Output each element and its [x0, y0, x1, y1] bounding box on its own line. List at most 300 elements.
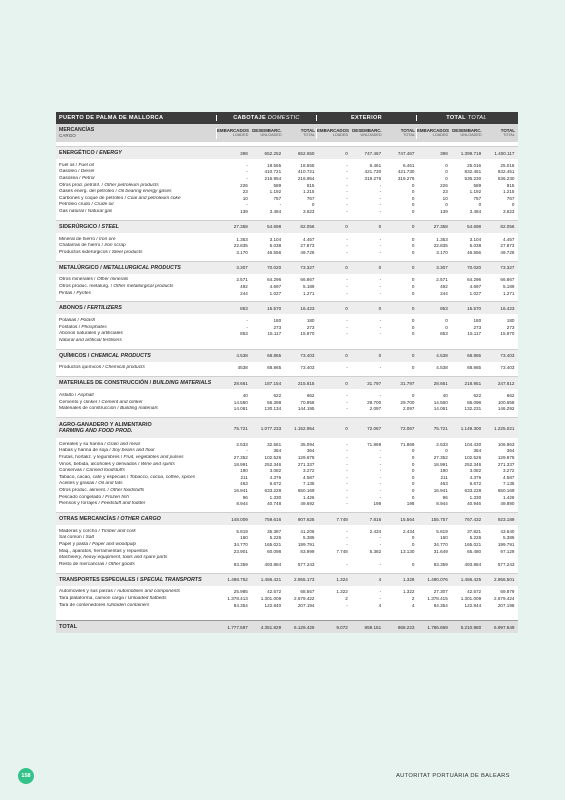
value-cell: 132.231 — [464, 406, 482, 412]
value-cell: 14.061 — [433, 406, 448, 412]
value-cell: 83.359 — [433, 561, 448, 567]
value-cell: 37.821 — [467, 528, 482, 534]
value-cell: - — [379, 595, 382, 601]
value-cell: 1.400.117 — [494, 150, 515, 156]
value-cell: 0 — [411, 202, 415, 208]
table-row — [56, 290, 518, 297]
value-cell: 4.376 — [469, 474, 482, 480]
value-cell: 0 — [378, 224, 382, 230]
group-exterior: EXTERIOR — [316, 115, 416, 121]
value-cell: 18.991 — [433, 461, 448, 467]
value-cell: 40 — [242, 393, 248, 399]
value-cell: 54.698 — [267, 224, 282, 230]
row-label: Cemento y clinker / Cement and clinker — [59, 399, 143, 405]
value-cell: 4.376 — [269, 474, 282, 480]
value-cell: - — [379, 236, 382, 242]
value-cell: 1.330 — [269, 494, 282, 500]
value-cell: 27.352 — [433, 455, 448, 461]
value-cell: - — [379, 589, 382, 595]
value-cell: 832.451 — [464, 169, 482, 175]
table-row — [56, 554, 518, 561]
value-cell: 83.359 — [233, 561, 248, 567]
value-cell: 49.726 — [500, 249, 515, 255]
grand-total-label: TOTAL — [59, 624, 78, 631]
row-label: Gases energ. del petróleo / Oil bearing energy gases — [59, 189, 172, 195]
row-label: Productos siderúrgicos / Steel products — [59, 249, 143, 255]
row-label: Otros produc. metalúrg. / Other metallurgical products — [59, 283, 174, 289]
row-label: Mineral de hierro / Iron ore — [59, 236, 116, 242]
value-cell: - — [246, 169, 248, 175]
value-cell: 273 — [473, 324, 482, 330]
value-cell: 923.189 — [497, 516, 515, 522]
table-row — [56, 535, 518, 542]
row-label: Potasas / Potash — [59, 318, 96, 324]
column-headers — [216, 128, 516, 139]
row-label: Asfalto / Asphalt — [59, 393, 94, 399]
value-cell: 244 — [440, 290, 448, 296]
section-header-row — [56, 220, 518, 233]
section-label: MATERIALES DE CONSTRUCCIÓN / BUILDING MATERIALS — [59, 380, 212, 387]
value-cell: 273 — [506, 324, 515, 330]
value-cell: 49.692 — [300, 501, 315, 507]
value-cell: - — [346, 290, 348, 296]
column-header: EMBARCADOS LOADED — [316, 127, 349, 137]
value-cell: 199.791 — [497, 541, 515, 547]
value-cell: 271.337 — [497, 461, 515, 467]
value-cell: 1.149.300 — [460, 425, 482, 431]
value-cell: 0 — [378, 305, 382, 311]
value-cell: 15.570 — [267, 305, 282, 311]
section-header-row — [56, 301, 518, 314]
value-cell: 0 — [378, 353, 382, 359]
value-cell: 652.650 — [297, 150, 315, 156]
value-cell: 73.327 — [300, 265, 315, 271]
value-cell: 1.786.669 — [427, 624, 448, 630]
value-cell: 1.353 — [436, 236, 448, 242]
value-cell: 0 — [411, 182, 415, 188]
value-cell: 2.434 — [402, 528, 415, 534]
row-label: Maq., aparatos, herramientas y repuestos — [59, 548, 148, 554]
value-cell: 10 — [442, 195, 448, 201]
table-row — [56, 188, 518, 195]
value-cell: 32.561 — [267, 441, 282, 447]
row-label: Sal común / Salt — [59, 535, 94, 541]
value-cell: 6.672 — [469, 481, 482, 487]
value-cell: 211 — [240, 474, 248, 480]
value-cell: 9.072 — [336, 624, 348, 630]
value-cell: - — [346, 283, 348, 289]
value-cell: 273 — [273, 324, 282, 330]
value-cell: 4.538 — [436, 353, 448, 359]
value-cell: 650.169 — [497, 488, 515, 494]
value-cell: 1.353 — [236, 236, 248, 242]
row-label: Piritas / Pyrites — [59, 290, 91, 296]
table-row — [56, 500, 518, 507]
value-cell: 1.322 — [336, 589, 348, 595]
value-cell: 5.189 — [502, 283, 515, 289]
value-cell: 1.027 — [469, 290, 482, 296]
value-cell: 70.958 — [300, 399, 315, 405]
value-cell: 1.466.421 — [260, 577, 282, 583]
value-cell: 100.658 — [497, 399, 515, 405]
value-cell: 0 — [378, 265, 382, 271]
value-cell: 0 — [411, 461, 415, 467]
value-cell: 2.434 — [369, 528, 382, 534]
value-cell: 4.538 — [236, 353, 248, 359]
value-cell: 0 — [411, 353, 415, 359]
table-row — [56, 474, 518, 481]
footer-authority: AUTORITAT PORTUÀRIA DE BALEARS — [396, 773, 510, 779]
value-cell: 747.467 — [397, 150, 415, 156]
value-cell: - — [346, 208, 348, 214]
value-cell: 65.480 — [467, 548, 482, 554]
value-cell: 2 — [345, 595, 348, 601]
value-cell: - — [346, 541, 348, 547]
value-cell: 83.999 — [300, 548, 315, 554]
value-cell: 146.292 — [497, 406, 515, 412]
value-cell: 23 — [242, 189, 248, 195]
row-label: Cereales y su harina / Grain and meal — [59, 441, 140, 447]
value-cell: 6.461 — [369, 162, 382, 168]
value-cell: 1.301.009 — [260, 595, 282, 601]
value-cell: - — [346, 162, 348, 168]
value-cell: 86.098 — [467, 399, 482, 405]
value-cell: - — [379, 481, 382, 487]
value-cell: 0 — [411, 455, 415, 461]
value-cell: 767 — [506, 195, 515, 201]
value-cell: 662 — [306, 393, 315, 399]
row-label: Otros minerales / Other minerals — [59, 277, 129, 283]
value-cell: 14.560 — [233, 399, 248, 405]
value-cell: 3.272 — [302, 468, 315, 474]
value-cell: 244 — [240, 290, 248, 296]
section-header-row — [56, 376, 518, 389]
value-cell: 1.027 — [269, 290, 282, 296]
value-cell: 492 — [440, 283, 448, 289]
value-cell: 73.403 — [500, 365, 515, 371]
row-label: Automóviles y sus piezas / Automobiles and components — [59, 589, 181, 595]
value-cell: 463 — [440, 481, 448, 487]
page-number: 158 — [18, 768, 34, 784]
table-row — [56, 283, 518, 290]
value-cell: - — [346, 365, 348, 371]
value-cell: 421.730 — [397, 169, 415, 175]
value-cell: 73.403 — [300, 353, 315, 359]
row-label: Productos químicos / Chemical products — [59, 365, 145, 371]
value-cell: 1.490.076 — [427, 577, 448, 583]
value-cell: 18.555 — [300, 162, 315, 168]
value-cell: 410.721 — [297, 169, 315, 175]
value-cell: 2.097 — [402, 406, 415, 412]
value-cell: - — [346, 474, 348, 480]
value-cell: 84.354 — [233, 602, 248, 608]
value-cell: 41.206 — [300, 528, 315, 534]
value-cell: 27.873 — [300, 243, 315, 249]
value-cell: 1.215 — [502, 189, 515, 195]
row-label: Vinos, bebida, alcoholes y derivados / Wine and spirits — [59, 461, 175, 467]
value-cell: 1.328 — [402, 577, 415, 583]
value-cell: 16.941 — [233, 488, 248, 494]
value-cell: 815 — [306, 182, 315, 188]
value-cell: 493.884 — [464, 561, 482, 567]
value-cell: 398 — [240, 150, 248, 156]
value-cell: 165.021 — [464, 541, 482, 547]
value-cell: - — [379, 535, 382, 541]
value-cell: 5.038 — [469, 243, 482, 249]
table-row — [56, 461, 518, 468]
value-cell: 3.307 — [236, 265, 248, 271]
value-cell: - — [346, 488, 348, 494]
value-cell: - — [346, 461, 348, 467]
value-cell: 0 — [411, 290, 415, 296]
value-cell: 8.944 — [436, 501, 448, 507]
table-row — [56, 405, 518, 412]
value-cell: 160 — [240, 535, 248, 541]
value-cell: 71.869 — [400, 441, 415, 447]
table-row — [56, 528, 518, 535]
value-cell: - — [346, 393, 348, 399]
value-cell: 577.243 — [297, 561, 315, 567]
table-row — [56, 467, 518, 474]
value-cell: 96 — [242, 494, 248, 500]
value-cell: 4 — [411, 602, 415, 608]
value-cell: - — [346, 324, 348, 330]
value-cell: 23 — [442, 189, 448, 195]
row-label: Petróleo crudo / Crude oil — [59, 202, 114, 208]
value-cell: 75.721 — [433, 425, 448, 431]
cargo-column-label: MERCANCÍAS CARGO — [59, 126, 95, 138]
value-cell: 2.097 — [369, 406, 382, 412]
value-cell: 5.189 — [302, 283, 315, 289]
value-cell: 0 — [511, 202, 515, 208]
value-cell: 1.330 — [469, 494, 482, 500]
value-cell: 73.403 — [500, 353, 515, 359]
value-cell: 0 — [411, 468, 415, 474]
value-cell: - — [379, 541, 382, 547]
row-label: Materiales de construcción / Building materials — [59, 406, 158, 412]
value-cell: 4.587 — [302, 474, 315, 480]
row-label: Pescado congelado / Frozen fish — [59, 494, 129, 500]
value-cell: 5.226 — [469, 535, 482, 541]
row-label: Gasolina / Petrol — [59, 175, 95, 181]
value-cell: 49.726 — [300, 249, 315, 255]
value-cell: 14.560 — [433, 399, 448, 405]
value-cell: - — [246, 162, 248, 168]
value-cell: 46.556 — [267, 249, 282, 255]
value-cell: 7.816 — [369, 516, 382, 522]
value-cell: 0 — [445, 324, 448, 330]
value-cell: - — [246, 202, 248, 208]
value-cell: 4.538 — [436, 365, 448, 371]
value-cell: 198 — [406, 501, 415, 507]
value-cell: 0 — [411, 265, 415, 271]
value-cell: - — [379, 488, 382, 494]
value-cell: 757 — [273, 195, 282, 201]
value-cell: 3.623 — [302, 208, 315, 214]
value-cell: 3.170 — [236, 249, 248, 255]
table-row — [56, 195, 518, 202]
value-cell: 0 — [411, 494, 415, 500]
value-cell: 0 — [345, 353, 348, 359]
value-cell: 160 — [440, 535, 448, 541]
value-cell: 4.697 — [469, 283, 482, 289]
grand-total-cells — [216, 625, 516, 630]
table-row — [56, 162, 518, 169]
table-row — [56, 589, 518, 596]
value-cell: 319.276 — [364, 175, 382, 181]
value-cell: 155.757 — [431, 516, 448, 522]
row-label: Conservas / Canned foodstuffs — [59, 468, 125, 474]
value-cell: 7.135 — [302, 481, 315, 487]
cargo-table — [56, 112, 518, 633]
value-cell: 64.296 — [467, 277, 482, 283]
table-row — [56, 236, 518, 243]
value-cell: - — [346, 602, 348, 608]
value-cell: 1.399.719 — [460, 150, 482, 156]
section-label: ABONOS / FERTILIZERS — [59, 305, 122, 312]
value-cell: 364 — [506, 448, 515, 454]
section-header-row — [56, 146, 518, 159]
value-cell: 319.276 — [397, 175, 415, 181]
table-row — [56, 169, 518, 176]
value-cell: - — [346, 528, 348, 534]
value-cell: - — [346, 561, 348, 567]
value-cell: 180 — [506, 318, 515, 324]
value-cell: - — [346, 468, 348, 474]
row-label: Resto de mercancías / Other goods — [59, 561, 135, 567]
section — [56, 349, 518, 374]
value-cell: 25.016 — [467, 162, 482, 168]
value-cell: - — [379, 290, 382, 296]
table-row — [56, 399, 518, 406]
value-cell: 536.230 — [497, 175, 515, 181]
value-cell: 0 — [411, 324, 415, 330]
value-cell: - — [346, 501, 348, 507]
value-cell: 271.337 — [297, 461, 315, 467]
value-cell: 216.954 — [264, 175, 282, 181]
value-cell: - — [346, 455, 348, 461]
grand-total-row — [56, 620, 518, 633]
value-cell: 1.271 — [502, 290, 515, 296]
value-cell: 853 — [440, 305, 448, 311]
value-cell: 49.890 — [500, 501, 515, 507]
section — [56, 261, 518, 299]
value-cell: 868.223 — [397, 624, 415, 630]
value-cell: 5.382 — [369, 548, 382, 554]
value-cell: 18.991 — [233, 461, 248, 467]
value-cell: 226 — [440, 182, 448, 188]
value-cell: - — [379, 249, 382, 255]
value-cell: 2 — [411, 595, 415, 601]
table-row — [56, 175, 518, 182]
value-cell: 853 — [440, 331, 448, 337]
column-header: TOTAL TOTAL — [400, 127, 415, 137]
value-cell: - — [379, 189, 382, 195]
value-cell: - — [379, 243, 382, 249]
value-cell: 4.457 — [502, 236, 515, 242]
value-cell: 1.192 — [269, 189, 282, 195]
value-cell: 18.555 — [267, 162, 282, 168]
value-cell: 5.386 — [302, 535, 315, 541]
value-cell: 0 — [411, 224, 415, 230]
value-cell: 28.661 — [233, 380, 248, 386]
value-cell: 832.451 — [497, 169, 515, 175]
group-domestic: CABOTAJE DOMESTIC — [216, 115, 316, 121]
value-cell: - — [379, 461, 382, 467]
value-cell: 15.970 — [300, 331, 315, 337]
value-cell: - — [346, 481, 348, 487]
value-cell: 463 — [240, 481, 248, 487]
value-cell: 650.169 — [297, 488, 315, 494]
section — [56, 301, 518, 345]
value-cell: - — [379, 331, 382, 337]
value-cell: 82.056 — [300, 224, 315, 230]
row-label: Fuel oil / Fuel oil — [59, 162, 94, 168]
table-row — [56, 365, 518, 372]
row-label: Aceites y grasas / Oil and fats — [59, 481, 123, 487]
value-cell: 3.170 — [436, 249, 448, 255]
value-cell: 16.423 — [500, 305, 515, 311]
value-cell: 493.884 — [264, 561, 282, 567]
value-cell: 16.941 — [433, 488, 448, 494]
value-cell: 190 — [440, 468, 448, 474]
value-cell: 1.322 — [402, 589, 415, 595]
table-row — [56, 208, 518, 215]
table-row — [56, 595, 518, 602]
value-cell: 2.955.173 — [294, 577, 315, 583]
value-cell: 104.430 — [464, 441, 482, 447]
row-label: Otros prod. petrolíf. / Other petroleum products — [59, 182, 159, 188]
value-cell: - — [346, 249, 348, 255]
row-label: Otros produc. aliment. / Other foodstuffs — [59, 488, 145, 494]
value-cell: 68.865 — [267, 353, 282, 359]
table-row — [56, 448, 518, 455]
section-label: AGRO-GANADERO Y ALIMENTARIO FARMING AND FOOD PROD. — [59, 422, 152, 435]
row-label: Chatarras de hierro / Iron scrap — [59, 243, 126, 249]
value-cell: 73.403 — [300, 365, 315, 371]
value-cell: 662 — [506, 393, 515, 399]
value-cell: 211 — [440, 474, 448, 480]
value-cell: 747.467 — [364, 150, 382, 156]
group-total: TOTAL TOTAL — [416, 115, 516, 121]
value-cell: 68.865 — [467, 365, 482, 371]
value-cell: 0 — [345, 425, 348, 431]
value-cell: 0 — [411, 331, 415, 337]
value-cell: - — [346, 318, 348, 324]
value-cell: 4.587 — [502, 474, 515, 480]
value-cell: 853 — [240, 305, 248, 311]
value-cell: 15.117 — [267, 331, 282, 337]
value-cell: 1.152.954 — [294, 425, 315, 431]
row-label: Gas natural / Natural gas — [59, 208, 113, 214]
table-row — [56, 182, 518, 189]
value-cell: 25.016 — [500, 162, 515, 168]
value-cell: - — [379, 324, 382, 330]
section-header-row — [56, 349, 518, 362]
value-cell: 8.944 — [236, 501, 248, 507]
value-cell: 102.526 — [264, 455, 282, 461]
value-cell: - — [379, 195, 382, 201]
value-cell: 0 — [411, 189, 415, 195]
section — [56, 376, 518, 414]
value-cell: 70.020 — [267, 265, 282, 271]
value-cell: 589 — [273, 182, 282, 188]
value-cell: 180 — [273, 318, 282, 324]
value-cell: 15.564 — [400, 516, 415, 522]
value-cell: - — [379, 208, 382, 214]
value-cell: 7.748 — [336, 548, 348, 554]
value-cell: 0 — [445, 202, 448, 208]
